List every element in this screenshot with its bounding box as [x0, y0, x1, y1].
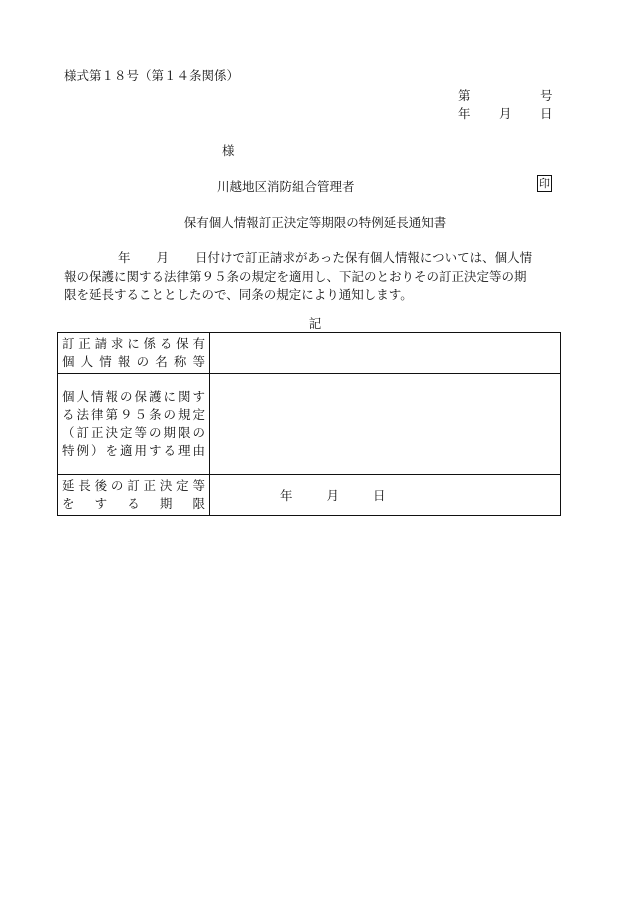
- date-month-label: 月: [499, 106, 512, 121]
- addressee-sama: 様: [222, 143, 235, 158]
- body-line-1-rest: 日付けで訂正請求があった保有個人情報については、個人情: [195, 250, 533, 265]
- row3-month: 月: [326, 488, 340, 503]
- sender-name: 川越地区消防組合管理者: [217, 179, 355, 194]
- body-year: 年: [118, 250, 131, 265]
- doc-number-go: 号: [540, 88, 553, 103]
- row1-label-line-a: 訂正請求に係る保有: [62, 336, 205, 351]
- row3-label-line-b: をする期限: [62, 496, 205, 511]
- row3-label-line-a: 延長後の訂正決定等: [62, 478, 205, 493]
- row3-value: [210, 475, 561, 516]
- body-month: 月: [156, 250, 170, 265]
- row1-value: [210, 333, 561, 374]
- row3-day: 日: [373, 488, 386, 503]
- row1-label: [58, 333, 210, 374]
- table-row: [58, 333, 561, 374]
- body-line-3: 限を延長することとしたので、同条の規定により通知します。: [64, 287, 413, 302]
- body-line-2: 報の保護に関する法律第９５条の規定を適用し、下記のとおりその訂正決定等の期: [64, 268, 527, 284]
- ki-heading: 記: [308, 316, 322, 331]
- date-day-label: 日: [540, 106, 553, 121]
- body-line-1: [64, 249, 560, 268]
- notice-body: [64, 249, 560, 305]
- row1-label-line-b: 個人情報の名称等: [62, 354, 205, 369]
- document-title: 保有個人情報訂正決定等期限の特例延長通知書: [183, 215, 447, 230]
- row2-label-line-c: （訂正決定等の期限の: [62, 425, 205, 440]
- seal-mark: 印: [539, 177, 550, 190]
- table-row: [58, 475, 561, 516]
- doc-number-dai: 第: [458, 88, 471, 103]
- row2-label-line-b: る法律第９５条の規定: [62, 407, 205, 422]
- record-table: [57, 332, 561, 516]
- date-year-label: 年: [458, 106, 471, 121]
- row2-label-line-a: 個人情報の保護に関す: [62, 389, 205, 404]
- row2-value: [210, 374, 561, 475]
- row3-year: 年: [280, 488, 293, 503]
- row2-label: [58, 374, 210, 475]
- form-number: 様式第１８号（第１４条関係）: [64, 68, 240, 83]
- row2-label-line-d: 特例）を適用する理由: [62, 443, 205, 458]
- table-row: [58, 374, 561, 475]
- row3-label: [58, 475, 210, 516]
